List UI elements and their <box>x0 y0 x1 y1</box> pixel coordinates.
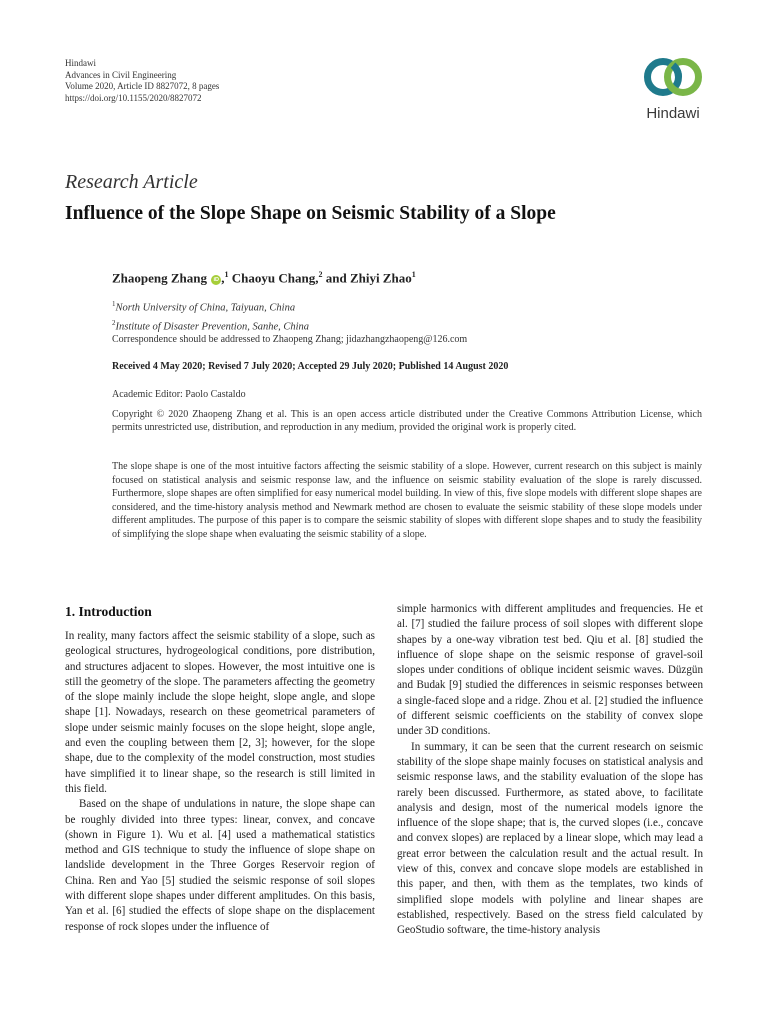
body-paragraph: Based on the shape of undulations in nature, the slope shape can be roughly divided into three types: linear, convex, and concave (shown in Figure 1). Wu et al. [4] used a mathematical statistics method and GIS technique to study the influence of slope shape on landslide development in the Three Gorges Reservoir region of China. Ren and Yao [5] studied the seismic response of soil slopes with different slope shapes under different amplitudes. On this basis, Yan et al. [6] studied the effects of slope shape on the displacement response of rock slopes under the influence of <box>65 798 375 933</box>
hindawi-logo-icon <box>642 56 704 98</box>
affiliation <box>112 316 309 335</box>
hindawi-logo <box>628 56 718 122</box>
affiliation-text: Institute of Disaster Prevention, Sanhe, China <box>115 321 310 332</box>
author-conjunction: and <box>325 270 347 286</box>
publisher-name: Hindawi <box>65 58 96 68</box>
affiliations <box>112 297 309 334</box>
affiliation <box>112 297 309 316</box>
journal-header <box>65 58 219 104</box>
copyright-notice: Copyright © 2020 Zhaopeng Zhang et al. This is an open access article distributed under the Creative Commons Attribution License, which permits unrestricted use, distribution, and reproduction in any medium, provided the original work is properly cited. <box>112 409 702 434</box>
author-name[interactable]: Zhaopeng Zhang <box>112 270 208 286</box>
publication-dates: Received 4 May 2020; Revised 7 July 2020; Accepted 29 July 2020; Published 14 August 2020 <box>112 361 509 372</box>
author-affiliation-mark: 2 <box>318 270 323 279</box>
author-affiliation-mark: 1 <box>224 270 229 279</box>
affiliation-mark: 2 <box>112 318 116 327</box>
paper-title: Influence of the Slope Shape on Seismic Stability of a Slope <box>65 203 556 224</box>
author-name[interactable]: Zhiyi Zhao <box>349 270 412 286</box>
doi-link[interactable]: https://doi.org/10.1155/2020/8827072 <box>65 92 202 103</box>
affiliation-text: North University of China, Taiyuan, China <box>115 302 296 314</box>
body-paragraph: In summary, it can be seen that the current research on seismic stability of the slope shape mainly focuses on statistical analysis and seismic response laws, and the stability evaluation of the slope has rarely been discussed. Furthermore, as stated above, to facilitate analysis and design, most of the numerical models ignore the influence of the slope shape; that is, the curved slopes (i.e., concave and convex slopes) are replaced by a linear slope, which may lead a great error between the calculation result and the actual result. In view of this, convex and concave slope models are established in this paper, and then, with them as the templates, two kinds of simplified slope models with polyline and linear shapes are established, respectively. Based on the stress field calculated by GeoStudio software, the time-history analysis <box>397 740 703 937</box>
abstract: The slope shape is one of the most intuitive factors affecting the seismic stability of a slope. However, current research on this subject is mainly focused on statistical analysis and seismic response law, and the influence on seismic stability evaluation of the slope is rarely discussed. Furthermore, slope shapes are often simplified for easy numerical model building. In view of this, five slope models with different slope shapes are considered, and the time-history analysis method and Newmark method are chosen to evaluate the seismic stability of these slope models under different amplitudes. The purpose of this paper is to compare the seismic stability of slopes with different slope shapes and to study the feasibility of simplifying the slope shape when evaluating the seismic stability of a slope. <box>112 461 702 540</box>
author-affiliation-mark: 1 <box>411 270 416 279</box>
body-column-left <box>65 629 375 935</box>
author-name[interactable]: Chaoyu Chang, <box>231 270 319 286</box>
academic-editor: Academic Editor: Paolo Castaldo <box>112 389 246 400</box>
section-heading: 1. Introduction <box>65 604 152 619</box>
volume-info: Volume 2020, Article ID 8827072, 8 pages <box>65 81 220 91</box>
journal-name: Advances in Civil Engineering <box>65 69 177 80</box>
body-paragraph: simple harmonics with different amplitudes and frequencies. He et al. [7] studied the failure process of soil slopes with different slope shapes by a one-way vibration test bed. Qiu et al. [8] studied the influence of slope shape on the seismic response of gravel-soil slopes under conditions of oblique incident seismic waves. Düzgün and Budak [9] studied the differences in seismic responses between a single-faced slope and a ridge. Zhou et al. [2] studied the influence of different seismic coefficients on the stability of convex slope under 3D conditions. <box>397 603 703 738</box>
body-paragraph: In reality, many factors affect the seismic stability of a slope, such as geological structures, hydrogeological conditions, pore distribution, and structures adjacent to slopes. However, the most intuitive one is still the geometry of the slope. The parameters affecting the geometry of the slope mainly include the slope height, slope angle, and slope shape [1]. Nowadays, research on these geometrical parameters of slope under seismic mainly focuses on the slope height, slope angle, and even the coupling between them [2, 3]; however, for the slope shape, due to the complexity of the model construction, most studies have simplified it to linear shape, so the research is still limited in this field. <box>65 630 375 795</box>
orcid-icon[interactable]: iD <box>211 275 221 285</box>
correspondence: Correspondence should be addressed to Zhaopeng Zhang; jidazhangzhaopeng@126.com <box>112 334 468 345</box>
hindawi-logo-text: Hindawi <box>646 105 700 122</box>
article-type: Research Article <box>65 171 198 193</box>
author-list <box>112 270 416 286</box>
author-separator: , <box>221 270 225 286</box>
affiliation-mark: 1 <box>112 300 116 308</box>
body-column-right <box>397 602 703 939</box>
